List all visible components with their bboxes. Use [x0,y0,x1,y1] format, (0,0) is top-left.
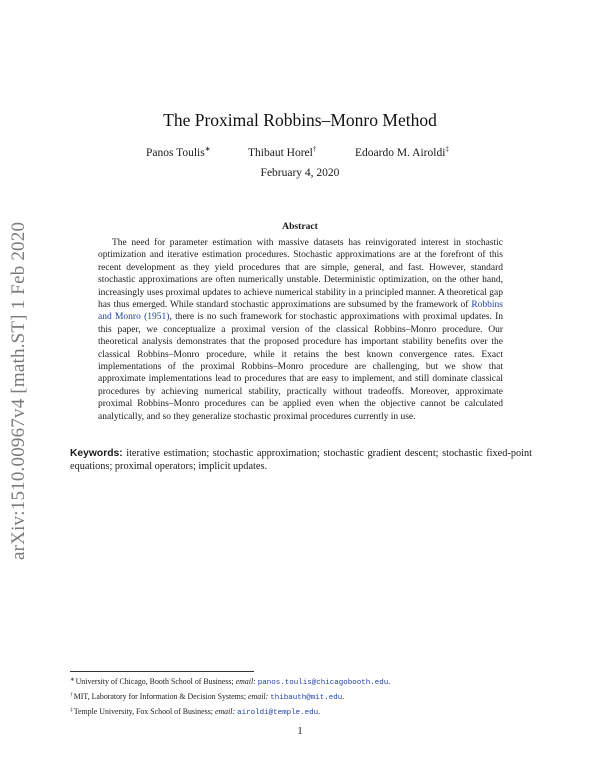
footnote-email-label: email: [214,707,236,717]
email-link[interactable]: airoldi@temple.edu [237,709,319,718]
author-footnote-mark: † [312,145,317,153]
paper-date: February 4, 2020 [260,167,340,179]
email-link[interactable]: panos.toulis@chicagobooth.edu [257,679,389,687]
paper-title: The Proximal Robbins–Monro Method [163,110,437,130]
footnote-email-label: email: [235,677,256,686]
footnote-email-label: email: [248,692,269,702]
footnote-affiliation: University of Chicago, Booth School of Business; [75,677,236,686]
footnote-affiliation: MIT, Laboratory for Information & Decision Systems; [73,692,249,702]
abstract-text-part-2: , there is no such framework for stochastic approximations with proximal updates. In this paper, we conceptualize a proximal version of the classical Robbins–Monro procedure. Our theoretical analysis demonstrates that the proposed procedure has important stability benefits over the classical Robbins–Monro procedure, while it retains the best known convergence rates. Exact implementations of the proximal Robbins–Monro procedure are challenging, but we show that approximate implementations lead to procedures that are easy to implement, and still dominate classical procedures by achieving numerical stability, practically without tradeoffs. Moreover, approximate proximal Robbins–Monro procedures can be applied even when the objective cannot be calculated analytically, and so they generalize stochastic proximal procedures currently in use. [98,312,504,422]
author-1 [146,145,211,159]
arxiv-identifier-stamp: arXiv:1510.00967v4 [math.ST] 1 Feb 2020 [8,221,29,560]
footnotes [70,674,540,720]
footnote-end: . [388,677,391,686]
abstract-text [98,237,503,423]
keywords-label: Keywords: [70,448,123,459]
author-2 [248,145,316,159]
author-footnote-mark: ‡ [445,145,449,153]
footnote-3 [70,704,540,719]
author-name: Thibaut Horel [248,147,313,159]
footnote-2 [70,689,540,704]
footnote-1 [70,674,540,689]
footnote-end: . [318,707,321,717]
email-link[interactable]: thibauth@mit.edu [270,694,343,703]
abstract-text-part-1: The need for parameter estimation with massive datasets has reinvigorated interest in stochastic optimization and iterative estimation procedures. Stochastic approximations are at the forefront of this recent development as they yield procedures that are simple, general, and fast. However, standard stochastic approximations are often numerically unstable. Deterministic optimization, on the other hand, increasingly uses proximal updates to achieve numerical stability in a principled manner. A theoretical gap has thus emerged. While standard stochastic approximations are subsumed by the framework of [98,238,503,311]
abstract-heading: Abstract [282,221,318,232]
keywords-text: iterative estimation; stochastic approximation; stochastic gradient descent; stochastic fixed-point equations; proximal operators; implicit updates. [70,448,532,473]
author-footnote-mark: ∗ [204,145,211,153]
keywords-paragraph [70,447,532,474]
footnote-mark: † [70,692,73,699]
footnote-affiliation: Temple University, Fox School of Business; [73,707,215,717]
author-3 [355,145,449,159]
author-name: Panos Toulis [146,147,205,159]
footnote-divider [70,671,254,672]
footnote-end: . [342,692,345,702]
footnote-mark: ∗ [70,677,75,683]
author-name: Edoardo M. Airoldi [355,147,446,159]
page-number: 1 [297,726,303,737]
footnote-mark: ‡ [70,707,73,714]
citation-link-robbins-monro[interactable]: Robbins and Monro (1951) [98,300,503,323]
